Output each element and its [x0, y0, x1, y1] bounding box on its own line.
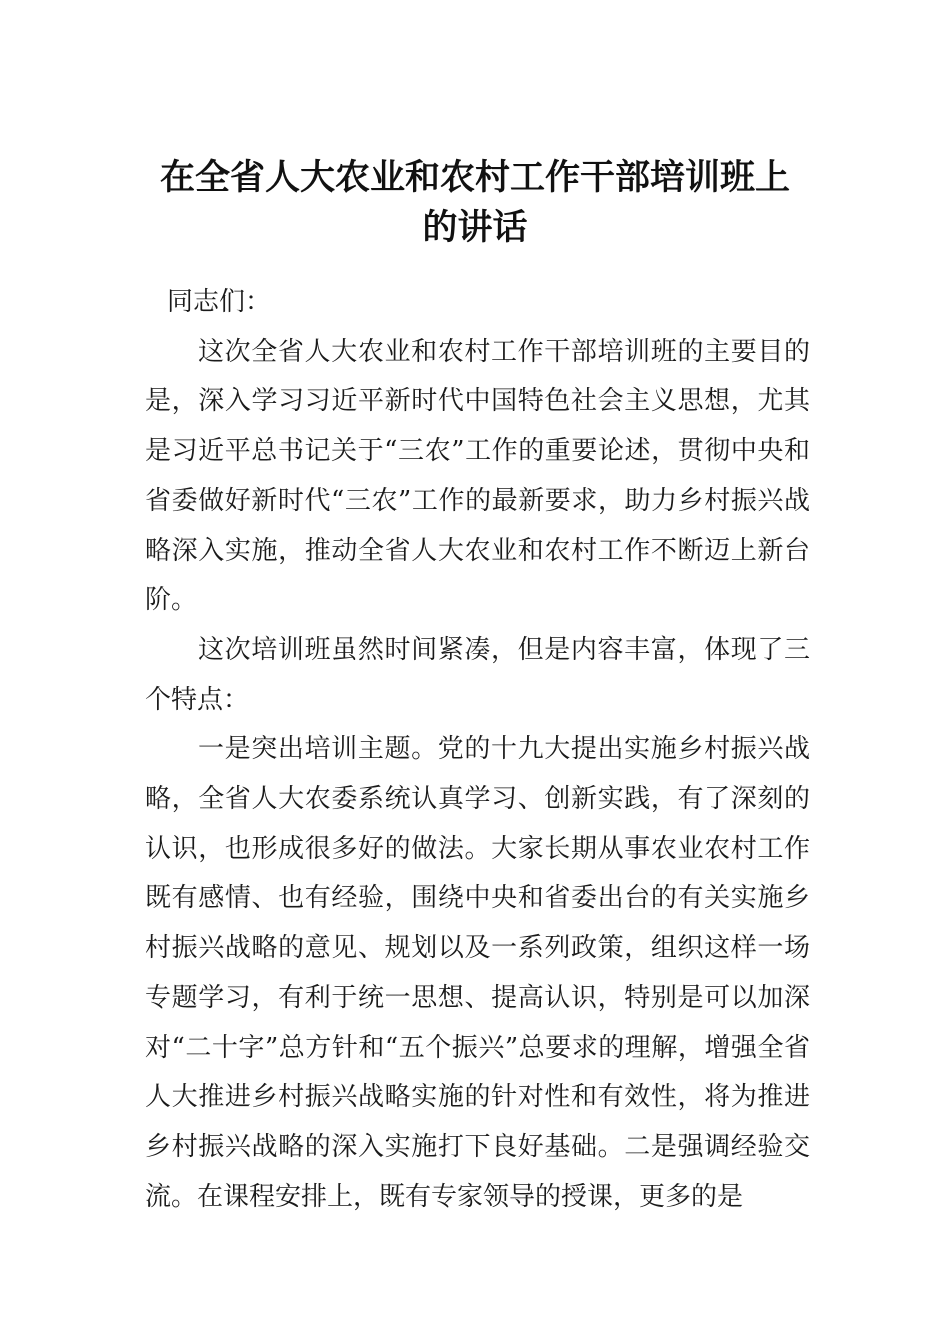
paragraph-features-intro: 这次培训班虽然时间紧凑，但是内容丰富，体现了三个特点：	[145, 634, 810, 715]
paragraph-feature-details: 一是突出培训主题。党的十九大提出实施乡村振兴战略，全省人大农委系统认真学习、创新实践，有了深刻的认识，也形成很多好的做法。大家长期从事农业农村工作既有感情、也有经验，围绕中央和省委出台的有关实施乡村振兴战略的意见、规划以及一系列政策，组织这样一场专题学习，有利于统一思想、提高认识，特别是可以加深对“二十字”总方针和“五个振兴”总要求的理解，增强全省人大推进乡村振兴战略实施的针对性和有效性，将为推进乡村振兴战略的深入实施打下良好基础。二是强调经验交流。在课程安排上，既有专家领导的授课，更多的是	[145, 734, 810, 1212]
paragraph-purpose: 这次全省人大农业和农村工作干部培训班的主要目的是，深入学习习近平新时代中国特色社会主义思想，尤其是习近平总书记关于“三农”工作的重要论述，贯彻中央和省委做好新时代“三农”工作的最新要求，助力乡村振兴战略深入实施，推动全省人大农业和农村工作不断迈上新台阶。	[145, 336, 810, 616]
document-title	[140, 153, 810, 253]
document-body	[145, 278, 810, 1222]
salutation: 同志们：	[167, 287, 272, 317]
title-line-2: 的讲话	[422, 208, 528, 248]
title-line-1: 在全省人大农业和农村工作干部培训班上	[159, 158, 790, 198]
